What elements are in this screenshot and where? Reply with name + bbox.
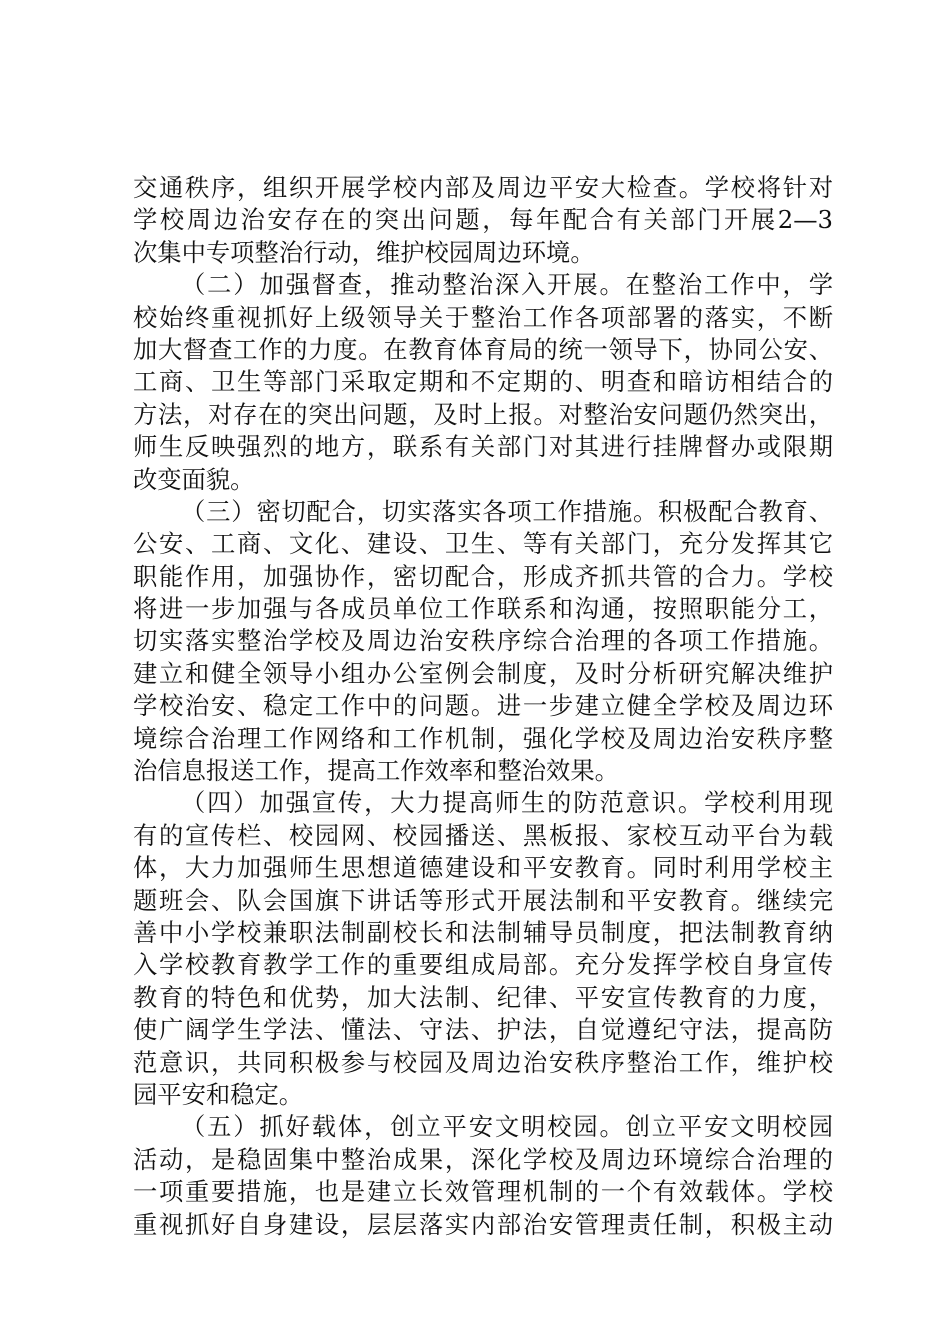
text-line: 范意识，共同积极参与校园及周边治安秩序整治工作，维护校 [133,1047,833,1077]
text-line: 入学校教育教学工作的重要组成局部。充分发挥学校自身宣传 [133,950,833,980]
text-line: 体，大力加强师生思想道德建设和平安教育。同时利用学校主 [133,853,833,883]
text-line: 工商、卫生等部门采取定期和不定期的、明查和暗访相结合的 [133,367,833,397]
text-line: 有的宣传栏、校园网、校园播送、黑板报、家校互动平台为载 [133,820,833,850]
text-line: 建立和健全领导小组办公室例会制度，及时分析研究解决维护 [133,658,833,688]
text-line: 交通秩序，组织开展学校内部及周边平安大检查。学校将针对 [133,173,833,202]
text-line: 园平安和稳定。 [133,1079,304,1109]
text-line: 改变面貌。 [133,464,255,494]
text-line: 治信息报送工作，提高工作效率和整治效果。 [133,756,619,786]
paragraph-start-line: （五）抓好载体，创立平安文明校园。创立平安文明校园 [181,1112,833,1142]
text-line: 学校周边治安存在的突出问题，每年配合有关部门开展2—3 [133,205,833,235]
text-line: 重视抓好自身建设，层层落实内部治安管理责任制，积极主动 [133,1209,833,1239]
text-line: 方法，对存在的突出问题，及时上报。对整治安问题仍然突出， [133,399,833,429]
text-line: 一项重要措施，也是建立长效管理机制的一个有效载体。学校 [133,1177,833,1207]
text-line: 切实落实整治学校及周边治安秩序综合治理的各项工作措施。 [133,626,833,656]
text-line: 加大督查工作的力度。在教育体育局的统一领导下，协同公安、 [133,334,833,364]
text-line: 师生反映强烈的地方，联系有关部门对其进行挂牌督办或限期 [133,432,833,462]
text-line: 善中小学校兼职法制副校长和法制辅导员制度，把法制教育纳 [133,917,833,947]
text-line: 校始终重视抓好上级领导关于整治工作各项部署的落实，不断 [133,302,833,332]
text-line: 教育的特色和优势，加大法制、纪律、平安宣传教育的力度， [133,982,833,1012]
paragraph-start-line: （三）密切配合，切实落实各项工作措施。积极配合教育、 [181,496,833,526]
text-line: 境综合治理工作网络和工作机制，强化学校及周边治安秩序整 [133,723,833,753]
paragraph-start-line: （四）加强宣传，大力提高师生的防范意识。学校利用现 [181,788,833,818]
text-line: 将进一步加强与各成员单位工作联系和沟通，按照职能分工， [133,594,833,624]
text-line: 活动，是稳固集中整治成果，深化学校及周边环境综合治理的 [133,1144,833,1174]
text-line: 题班会、队会国旗下讲话等形式开展法制和平安教育。继续完 [133,885,833,915]
body-text [133,172,833,1241]
text-line: 公安、工商、文化、建设、卫生、等有关部门，充分发挥其它 [133,529,833,559]
text-line: 职能作用，加强协作，密切配合，形成齐抓共管的合力。学校 [133,561,833,591]
text-line: 学校治安、稳定工作中的问题。进一步建立健全学校及周边环 [133,691,833,721]
paragraph-start-line: （二）加强督查，推动整治深入开展。在整治工作中，学 [181,270,833,300]
text-line: 次集中专项整治行动，维护校园周边环境。 [133,237,595,267]
text-line: 使广阔学生学法、懂法、守法、护法，自觉遵纪守法，提高防 [133,1015,833,1045]
